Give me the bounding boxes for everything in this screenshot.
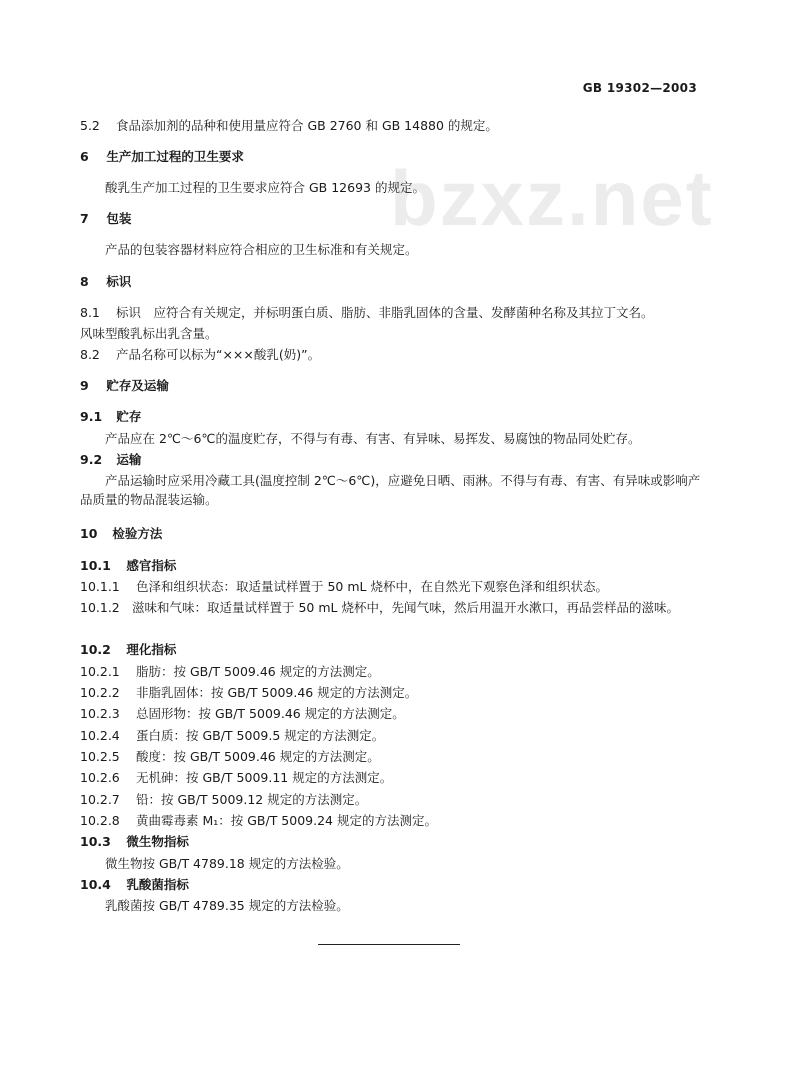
clause-number: 10.2.4 xyxy=(80,728,120,743)
clause-8-1-continued: 风味型酸乳标出乳含量。 xyxy=(80,326,218,341)
section-title: 检验方法 xyxy=(112,526,163,541)
clause-text: 产品名称可以标为“×××酸乳(奶)”。 xyxy=(115,347,321,362)
section-number: 10 xyxy=(80,526,98,541)
section-7-heading xyxy=(80,210,131,229)
section-title: 贮存及运输 xyxy=(106,378,169,393)
clause-title: 乳酸菌指标 xyxy=(126,877,189,892)
clause-5-2 xyxy=(80,117,498,136)
clause-number: 8.2 xyxy=(80,347,100,362)
section-6-heading xyxy=(80,148,244,167)
clause-number: 10.3 xyxy=(80,834,111,849)
clause-title: 微生物指标 xyxy=(126,834,189,849)
clause-number: 9.1 xyxy=(80,409,103,424)
clause-10-2-7 xyxy=(80,791,367,810)
clause-10-2-3 xyxy=(80,705,405,724)
section-title: 包装 xyxy=(106,211,132,226)
clause-number: 10.2.1 xyxy=(80,664,120,679)
standard-code: GB 19302—2003 xyxy=(582,81,697,95)
clause-8-2 xyxy=(80,346,320,365)
clause-text: 铅：按 GB/T 5009.12 规定的方法测定。 xyxy=(135,792,368,807)
clause-10-2-heading xyxy=(80,641,176,660)
clause-number: 10.2.3 xyxy=(80,706,120,721)
clause-text: 总固形物：按 GB/T 5009.46 规定的方法测定。 xyxy=(135,706,405,721)
clause-10-1-2 xyxy=(80,599,705,618)
clause-text: 酸度：按 GB/T 5009.46 规定的方法测定。 xyxy=(135,749,380,764)
clause-10-3-body: 微生物按 GB/T 4789.18 规定的方法检验。 xyxy=(105,856,349,871)
clause-9-1-body: 产品应在 2℃～6℃的温度贮存，不得与有毒、有害、有异味、易挥发、易腐蚀的物品同处贮存。 xyxy=(105,431,641,446)
clause-number: 8.1 xyxy=(80,305,100,320)
clause-10-1-1 xyxy=(80,578,608,597)
clause-10-2-2 xyxy=(80,684,417,703)
clause-9-1-heading xyxy=(80,408,141,427)
clause-number: 10.2.6 xyxy=(80,770,120,785)
clause-number: 10.4 xyxy=(80,877,111,892)
watermark: bzxz.net xyxy=(390,154,714,242)
clause-10-2-8 xyxy=(80,812,437,831)
section-number: 7 xyxy=(80,211,89,226)
clause-text: 黄曲霉毒素 M₁：按 GB/T 5009.24 规定的方法测定。 xyxy=(135,813,437,828)
section-8-heading xyxy=(80,273,131,292)
clause-title: 贮存 xyxy=(116,409,142,424)
clause-10-4-heading xyxy=(80,876,189,895)
clause-9-2-body: 产品运输时应采用冷藏工具(温度控制 2℃～6℃)，应避免日晒、雨淋。不得与有毒、有害、有异味或影响产品质量的物品混装运输。 xyxy=(80,473,701,507)
clause-10-1-heading xyxy=(80,557,176,576)
clause-10-2-4 xyxy=(80,727,384,746)
clause-10-3-heading xyxy=(80,833,189,852)
section-number: 8 xyxy=(80,274,89,289)
section-number: 6 xyxy=(80,149,89,164)
clause-10-2-5 xyxy=(80,748,380,767)
clause-title: 理化指标 xyxy=(126,642,177,657)
clause-number: 10.1.1 xyxy=(80,579,120,594)
clause-8-1 xyxy=(80,304,654,323)
clause-text: 无机砷：按 GB/T 5009.11 规定的方法测定。 xyxy=(135,770,393,785)
clause-number: 10.2.2 xyxy=(80,685,120,700)
clause-10-4-body: 乳酸菌按 GB/T 4789.35 规定的方法检验。 xyxy=(105,898,349,913)
clause-text: 滋味和气味：取适量试样置于 50 mL 烧杯中，先闻气味，然后用温开水漱口，再品尝样品的滋味。 xyxy=(132,600,679,615)
clause-10-2-1 xyxy=(80,663,380,682)
end-rule xyxy=(318,944,460,945)
section-6-body: 酸乳生产加工过程的卫生要求应符合 GB 12693 的规定。 xyxy=(105,180,425,195)
clause-9-2-heading xyxy=(80,451,141,470)
section-number: 9 xyxy=(80,378,89,393)
section-10-heading xyxy=(80,525,162,544)
section-title: 生产加工过程的卫生要求 xyxy=(106,149,244,164)
clause-text: 非脂乳固体：按 GB/T 5009.46 规定的方法测定。 xyxy=(135,685,418,700)
clause-text: 蛋白质：按 GB/T 5009.5 规定的方法测定。 xyxy=(135,728,385,743)
section-title: 标识 xyxy=(106,274,132,289)
clause-text: 标识 应符合有关规定，并标明蛋白质、脂肪、非脂乳固体的含量、发酵菌种名称及其拉丁文名。 xyxy=(115,305,654,320)
clause-number: 10.2.8 xyxy=(80,813,120,828)
clause-number: 5.2 xyxy=(80,118,100,133)
clause-text: 脂肪：按 GB/T 5009.46 规定的方法测定。 xyxy=(135,664,380,679)
section-7-body: 产品的包装容器材料应符合相应的卫生标准和有关规定。 xyxy=(105,242,418,257)
clause-10-2-6 xyxy=(80,769,392,788)
clause-number: 10.1 xyxy=(80,558,111,573)
clause-number: 10.1.2 xyxy=(80,600,120,615)
clause-title: 感官指标 xyxy=(126,558,177,573)
clause-number: 10.2 xyxy=(80,642,111,657)
clause-number: 10.2.5 xyxy=(80,749,120,764)
clause-text: 食品添加剂的品种和使用量应符合 GB 2760 和 GB 14880 的规定。 xyxy=(115,118,498,133)
clause-title: 运输 xyxy=(116,452,142,467)
clause-text: 色泽和组织状态：取适量试样置于 50 mL 烧杯中，在自然光下观察色泽和组织状态。 xyxy=(135,579,608,594)
clause-number: 9.2 xyxy=(80,452,103,467)
section-9-heading xyxy=(80,377,169,396)
clause-number: 10.2.7 xyxy=(80,792,120,807)
